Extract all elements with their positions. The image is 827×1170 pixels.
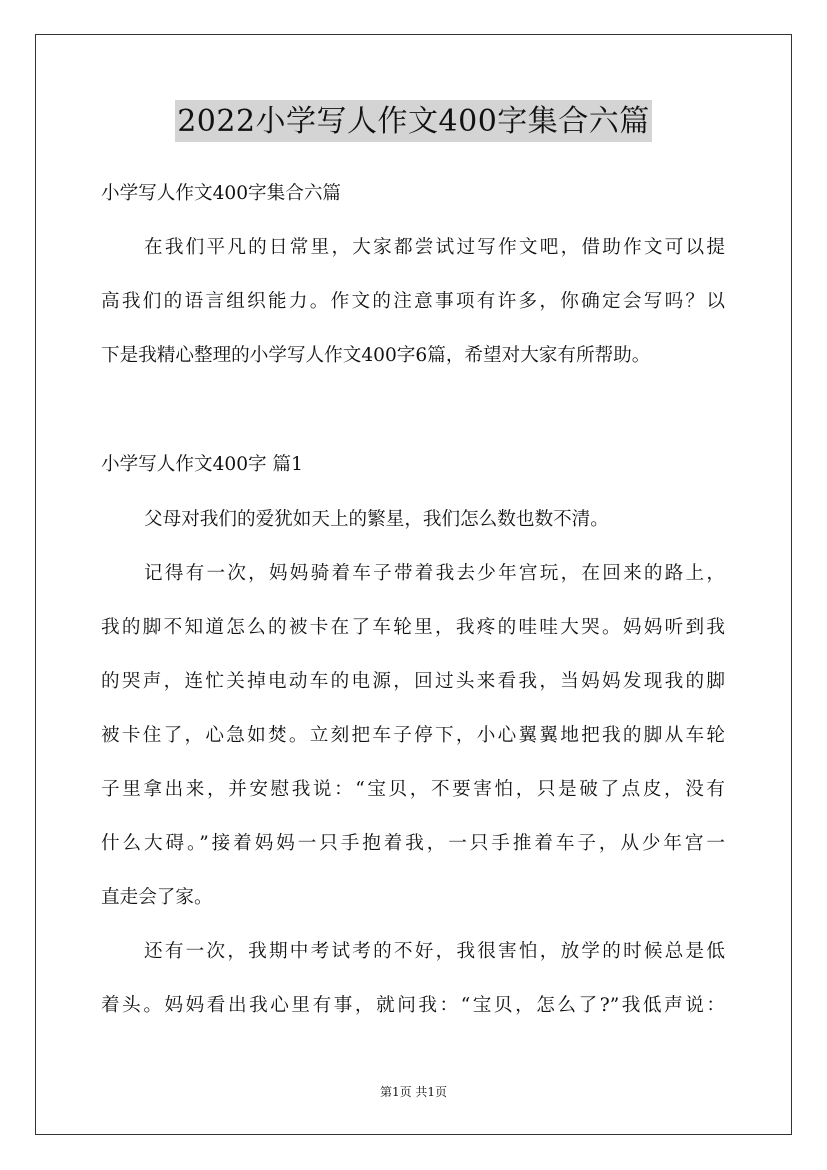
body-line: 被卡住了，心急如焚。立刻把车子停下，小心翼翼地把我的脚从车轮 bbox=[101, 725, 725, 746]
body-line: 我的脚不知道怎么的被卡在了车轮里，我疼的哇哇大哭。妈妈听到我 bbox=[101, 617, 725, 638]
intro-line: 在我们平凡的日常里，大家都尝试过写作文吧，借助作文可以提 bbox=[144, 237, 725, 258]
body-line: 子里拿出来，并安慰我说：“宝贝，不要害怕，只是破了点皮，没有 bbox=[101, 779, 725, 800]
body-line: 的哭声，连忙关掉电动车的电源，回过头来看我，当妈妈发现我的脚 bbox=[101, 671, 725, 692]
body-line: 记得有一次，妈妈骑着车子带着我去少年宫玩，在回来的路上， bbox=[144, 563, 725, 584]
page-footer: 第1页 共1页 bbox=[379, 1085, 448, 1099]
body-line: 什么大碍。”接着妈妈一只手抱着我，一只手推着车子，从少年宫一 bbox=[101, 833, 725, 854]
body-line: 着头。妈妈看出我心里有事，就问我：“宝贝，怎么了?”我低声说： bbox=[101, 995, 725, 1016]
body-line: 父母对我们的爱犹如天上的繁星，我们怎么数也数不清。 bbox=[144, 509, 609, 530]
intro-line: 下是我精心整理的小学写人作文400字6篇，希望对大家有所帮助。 bbox=[101, 345, 651, 366]
body-line: 直走会了家。 bbox=[101, 887, 213, 908]
document-title: 2022小学写人作文400字集合六篇 bbox=[175, 100, 652, 142]
intro-line: 高我们的语言组织能力。作文的注意事项有许多，你确定会写吗？以 bbox=[101, 291, 725, 312]
body-line: 还有一次，我期中考试考的不好，我很害怕，放学的时候总是低 bbox=[144, 941, 725, 962]
section-heading: 小学写人作文400字 篇1 bbox=[101, 454, 303, 475]
subtitle: 小学写人作文400字集合六篇 bbox=[101, 183, 342, 204]
title-wrap bbox=[0, 100, 827, 142]
